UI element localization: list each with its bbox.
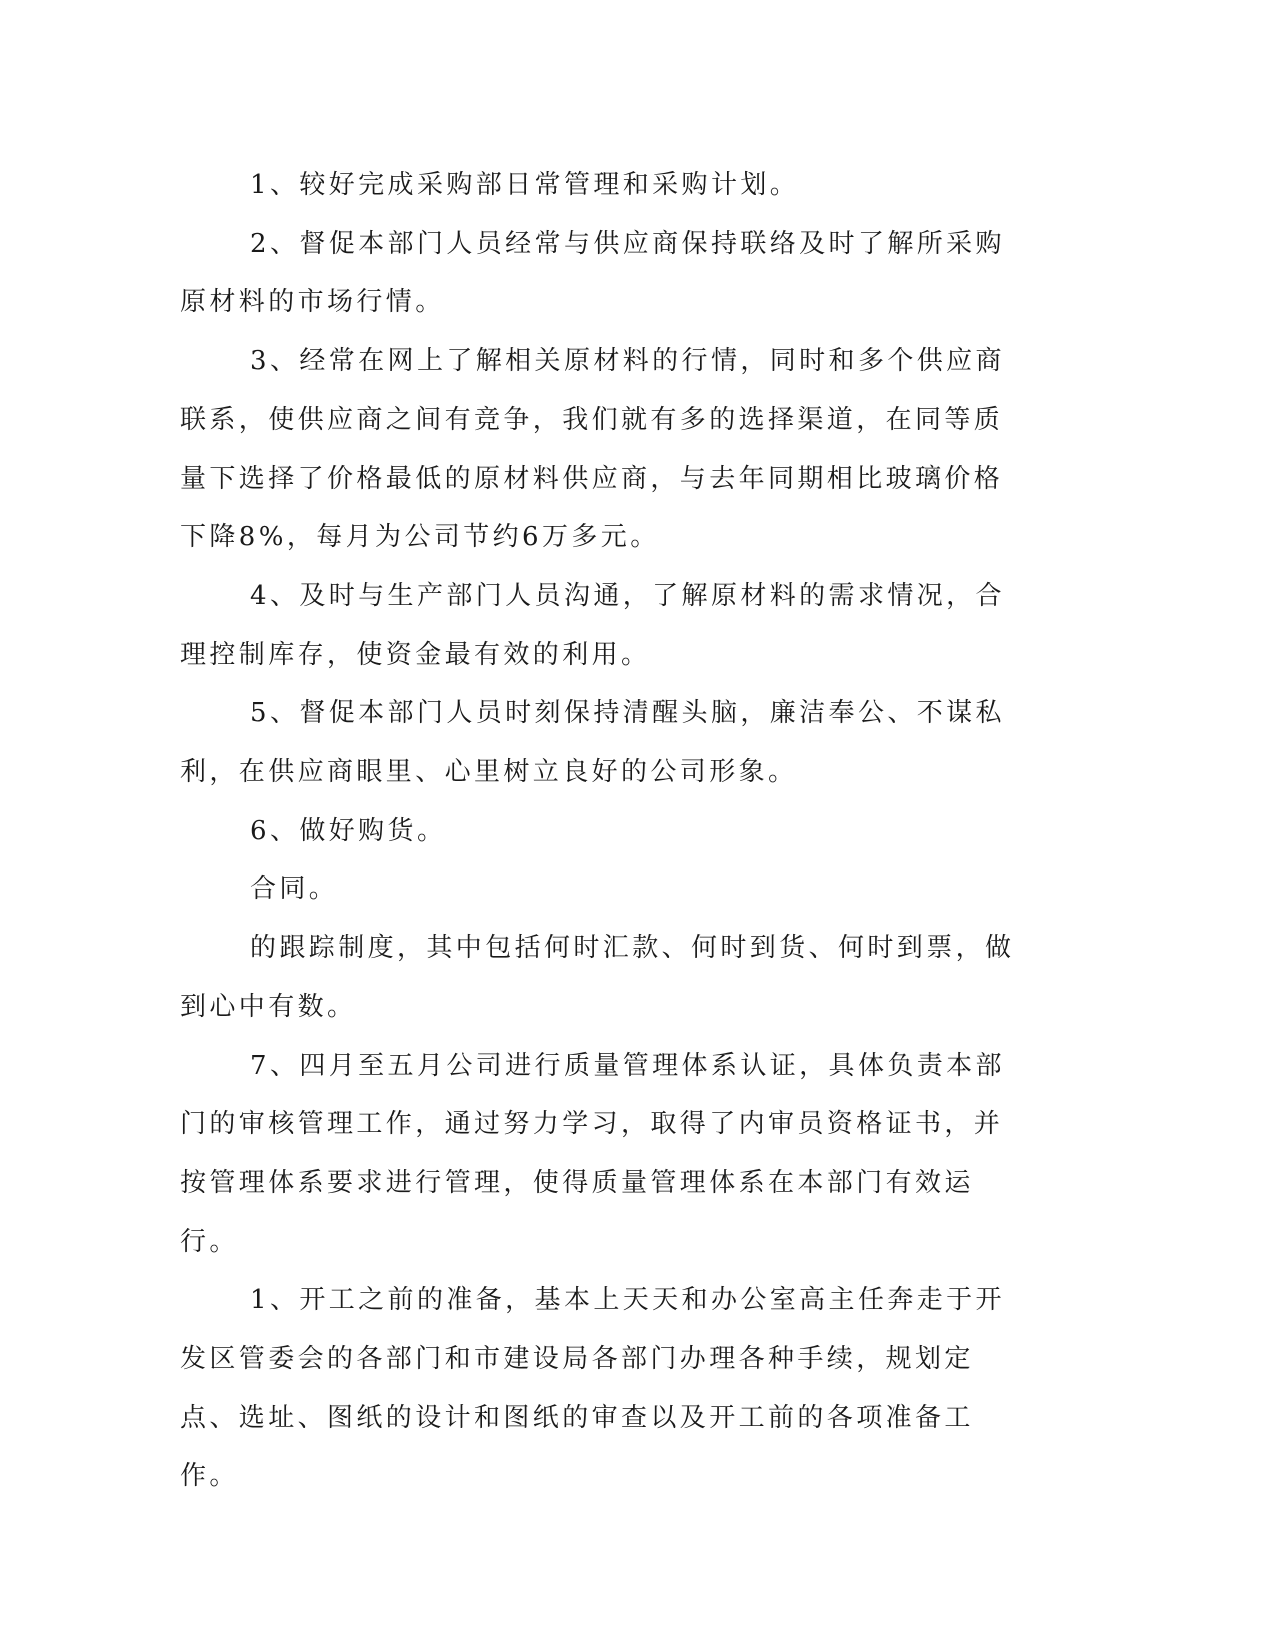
document-body — [180, 156, 1030, 1506]
paragraph-5: 5、督促本部门人员时刻保持清醒头脑，廉洁奉公、不谋私利，在供应商眼里、心里树立良好的公司形象。 — [180, 698, 1005, 788]
paragraph-2: 2、督促本部门人员经常与供应商保持联络及时了解所采购原材料的市场行情。 — [180, 228, 1005, 318]
paragraph-7: 合同。 — [250, 874, 339, 905]
paragraph-10: 1、开工之前的准备，基本上天天和办公室高主任奔走于开发区管委会的各部门和市建设局各部门办理各种手续，规划定点、选址、图纸的设计和图纸的审查以及开工前的各项准备工作。 — [180, 1285, 1005, 1492]
paragraph-3: 3、经常在网上了解相关原材料的行情，同时和多个供应商联系，使供应商之间有竞争，我们就有多的选择渠道，在同等质量下选择了价格最低的原材料供应商，与去年同期相比玻璃价格下降8%，每月为公司节约6万多元。 — [180, 346, 1005, 553]
paragraph-9: 7、四月至五月公司进行质量管理体系认证，具体负责本部门的审核管理工作，通过努力学习，取得了内审员资格证书，并按管理体系要求进行管理，使得质量管理体系在本部门有效运行。 — [180, 1050, 1005, 1257]
paragraph-6: 6、做好购货。 — [250, 815, 447, 846]
paragraph-8: 的跟踪制度，其中包括何时汇款、何时到货、何时到票，做到心中有数。 — [180, 933, 1015, 1022]
paragraph-4: 4、及时与生产部门人员沟通，了解原材料的需求情况，合理控制库存，使资金最有效的利用。 — [180, 580, 1005, 670]
paragraph-1: 1、较好完成采购部日常管理和采购计划。 — [250, 170, 800, 200]
